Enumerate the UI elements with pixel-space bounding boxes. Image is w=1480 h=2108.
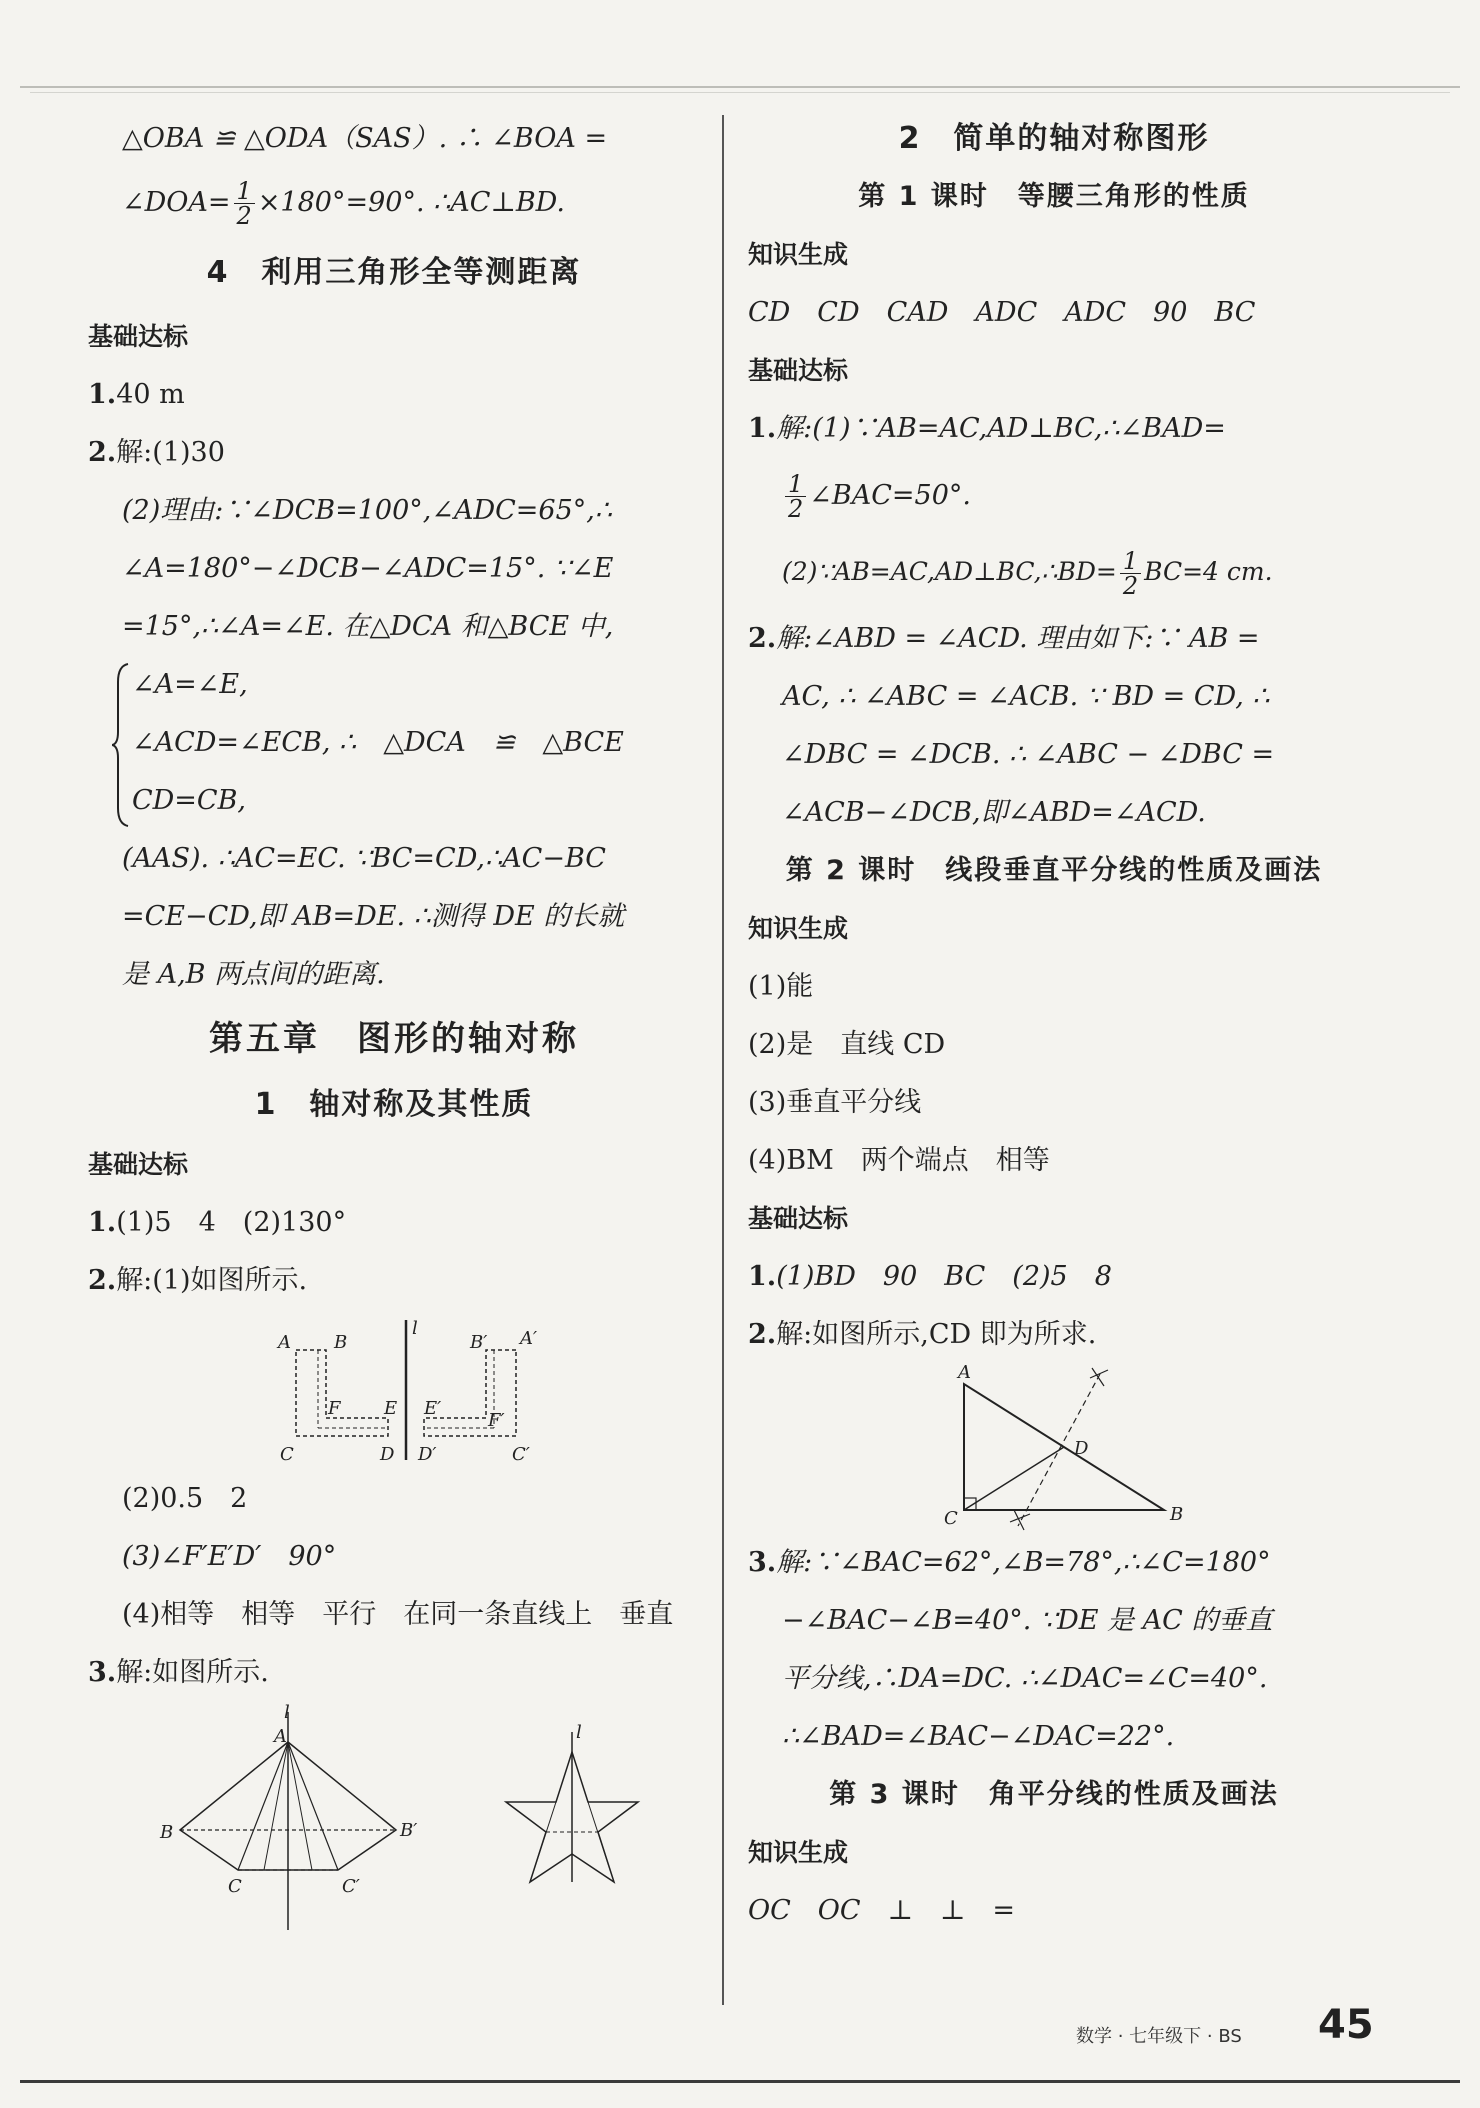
tag-label: 知识生成 bbox=[748, 240, 849, 269]
tag-label: 知识生成 bbox=[748, 914, 849, 943]
pentagon-star-diagram bbox=[88, 1702, 700, 1932]
svg-text:l: l bbox=[412, 1318, 418, 1339]
lesson-title: 第 1 课时 等腰三角形的性质 bbox=[858, 181, 1250, 212]
svg-text:l: l bbox=[576, 1722, 582, 1743]
answer-line: CD CD CAD ADC ADC 90 BC bbox=[748, 297, 1256, 328]
answer-line: ∠A=180°−∠DCB−∠ADC=15°. ∵∠E bbox=[122, 553, 614, 584]
answer-line: AC, ∴ ∠ABC = ∠ACB. ∵ BD = CD, ∴ bbox=[782, 681, 1270, 712]
tag-label: 基础达标 bbox=[88, 322, 189, 351]
reflection-figure-1 bbox=[88, 1310, 700, 1470]
lesson-title: 第 2 课时 线段垂直平分线的性质及画法 bbox=[785, 855, 1323, 886]
svg-text:A: A bbox=[278, 1332, 291, 1353]
svg-text:C′: C′ bbox=[512, 1444, 530, 1465]
answer-item: 2.解:(1)如图所示. bbox=[88, 1265, 308, 1296]
svg-text:B: B bbox=[160, 1822, 174, 1843]
page-number: 45 bbox=[1318, 2002, 1374, 2048]
top-rule-thin bbox=[30, 92, 1450, 93]
answer-line: (3)垂直平分线 bbox=[748, 1087, 922, 1118]
answer-item: 3.解:∵∠BAC=62°,∠B=78°,∴∠C=180° bbox=[748, 1547, 1271, 1578]
answer-line: (2)理由:∵∠DCB=100°,∠ADC=65°,∴ bbox=[122, 495, 613, 526]
svg-text:C′: C′ bbox=[342, 1876, 360, 1897]
answer-item: 1.40 m bbox=[88, 379, 185, 410]
perpendicular-bisector-diagram bbox=[748, 1364, 1360, 1534]
brace-line: CD=CB, bbox=[132, 785, 247, 816]
tag-label: 基础达标 bbox=[88, 1150, 189, 1179]
left-brace-icon bbox=[112, 662, 130, 828]
answer-line: (2)0.5 2 bbox=[122, 1483, 248, 1514]
bottom-rule bbox=[20, 2080, 1460, 2083]
lesson-title: 第 3 课时 角平分线的性质及画法 bbox=[829, 1779, 1279, 1810]
l-shape-reflection-diagram bbox=[88, 1310, 700, 1470]
answer-line: (2)是 直线 CD bbox=[748, 1029, 946, 1060]
fraction: $\frac{1}{2}$ bbox=[785, 472, 806, 521]
answer-item: 1.(1)5 4 (2)130° bbox=[88, 1207, 347, 1238]
answer-line: ∠DBC = ∠DCB. ∴ ∠ABC − ∠DBC = bbox=[782, 739, 1275, 770]
svg-text:B: B bbox=[1170, 1504, 1184, 1525]
svg-text:A: A bbox=[274, 1726, 287, 1747]
answer-item: 3.解:如图所示. bbox=[88, 1657, 269, 1688]
answer-line: =15°,∴∠A=∠E. 在△DCA 和△BCE 中, bbox=[122, 611, 614, 642]
brace-line: ∠ACD=∠ECB, ∴ △DCA ≌ △BCE bbox=[132, 727, 624, 758]
answer-item: 1.解:(1)∵AB=AC,AD⊥BC,∴∠BAD= bbox=[748, 413, 1226, 444]
book-footer: 数学 · 七年级下 · BS bbox=[1076, 2026, 1242, 2047]
answer-line: −∠BAC−∠B=40°. ∵DE 是 AC 的垂直 bbox=[782, 1605, 1273, 1636]
answer-line: (3)∠F′E′D′ 90° bbox=[122, 1541, 337, 1572]
svg-text:F: F bbox=[328, 1398, 341, 1419]
fraction: $\frac{1}{2}$ bbox=[234, 179, 255, 228]
proof-line: △OBA ≌ △ODA（SAS）. ∴ ∠BOA = bbox=[122, 123, 608, 154]
tag-label: 基础达标 bbox=[748, 1204, 849, 1233]
svg-text:A: A bbox=[958, 1364, 971, 1383]
answer-line: ∠ACB−∠DCB,即∠ABD=∠ACD. bbox=[782, 797, 1206, 828]
chapter-title: 第五章 图形的轴对称 bbox=[209, 1019, 579, 1059]
svg-text:B′: B′ bbox=[470, 1332, 488, 1353]
answer-item: 1.(1)BD 90 BC (2)5 8 bbox=[748, 1261, 1112, 1292]
section-title: 2 简单的轴对称图形 bbox=[898, 121, 1210, 156]
tag-label: 知识生成 bbox=[748, 1838, 849, 1867]
svg-text:A′: A′ bbox=[520, 1328, 538, 1349]
answer-line-fraction: (2)∵AB=AC,AD⊥BC,∴BD= $\frac{1}{2}$ BC=4 cm. bbox=[782, 547, 1273, 600]
svg-text:l: l bbox=[284, 1702, 290, 1723]
answer-line: ∴∠BAD=∠BAC−∠DAC=22°. bbox=[782, 1721, 1175, 1752]
right-column bbox=[748, 110, 1360, 1940]
answer-line-fraction: $\frac{1}{2}$ ∠BAC=50°. bbox=[748, 458, 1360, 534]
svg-text:B′: B′ bbox=[400, 1820, 418, 1841]
section-title: 4 利用三角形全等测距离 bbox=[206, 255, 582, 290]
svg-text:B: B bbox=[334, 1332, 348, 1353]
svg-text:C: C bbox=[228, 1876, 242, 1897]
brace-system bbox=[88, 656, 700, 830]
svg-text:C: C bbox=[280, 1444, 294, 1465]
answer-line: =CE−CD,即 AB=DE. ∴测得 DE 的长就 bbox=[122, 901, 625, 932]
answer-line: OC OC ⊥ ⊥ = bbox=[748, 1895, 1015, 1926]
answer-line: (4)BM 两个端点 相等 bbox=[748, 1145, 1050, 1176]
svg-text:E′: E′ bbox=[424, 1398, 442, 1419]
left-column bbox=[88, 110, 700, 1932]
svg-text:D: D bbox=[1074, 1438, 1089, 1459]
answer-line: (AAS). ∴AC=EC. ∵BC=CD,∴AC−BC bbox=[122, 843, 606, 874]
brace-line: ∠A=∠E, bbox=[132, 669, 248, 700]
answer-item: 2.解:(1)30 bbox=[88, 437, 225, 468]
top-rule bbox=[20, 86, 1460, 88]
section-title: 1 轴对称及其性质 bbox=[254, 1087, 534, 1122]
column-divider bbox=[722, 115, 724, 2005]
proof-line-fraction: ∠DOA= $\frac{1}{2}$ ×180°=90°. ∴AC⊥BD. bbox=[122, 177, 565, 230]
svg-text:F′: F′ bbox=[488, 1410, 505, 1431]
svg-text:D: D bbox=[380, 1444, 395, 1465]
answer-line: (1)能 bbox=[748, 971, 814, 1002]
fraction: $\frac{1}{2}$ bbox=[1120, 549, 1141, 598]
svg-text:D′: D′ bbox=[418, 1444, 437, 1465]
reflection-figure-2 bbox=[88, 1702, 700, 1932]
answer-line: 是 A,B 两点间的距离. bbox=[122, 959, 385, 990]
tag-label: 基础达标 bbox=[748, 356, 849, 385]
triangle-bisector-figure bbox=[748, 1364, 1360, 1534]
svg-text:E: E bbox=[384, 1398, 398, 1419]
svg-text:C: C bbox=[944, 1508, 958, 1529]
answer-line: 平分线,∴DA=DC. ∴∠DAC=∠C=40°. bbox=[782, 1663, 1268, 1694]
answer-item: 2.解:∠ABD = ∠ACD. 理由如下:∵ AB = bbox=[748, 623, 1260, 654]
answer-item: 2.解:如图所示,CD 即为所求. bbox=[748, 1319, 1097, 1350]
answer-line: (4)相等 相等 平行 在同一条直线上 垂直 bbox=[122, 1599, 674, 1630]
